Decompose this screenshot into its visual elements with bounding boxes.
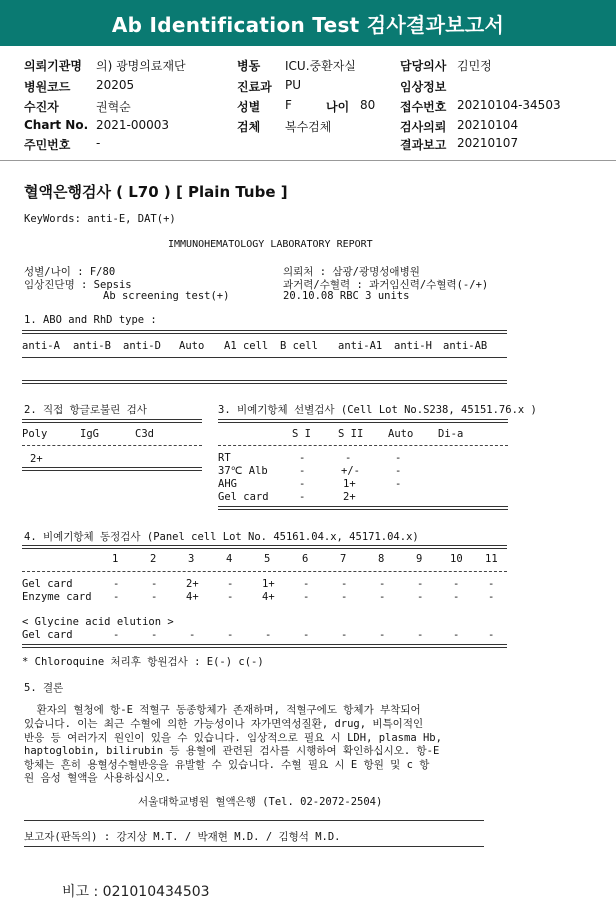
panel-row-label: Gel card bbox=[22, 578, 73, 590]
chloroquine-note: * Chloroquine 처리후 항원검사 : E(-) c(-) bbox=[22, 656, 264, 668]
panel-cell: 1+ bbox=[262, 578, 275, 590]
panel-cell: - bbox=[379, 591, 386, 603]
keywords: KeyWords: anti-E, DAT(+) bbox=[24, 213, 176, 225]
rule bbox=[22, 644, 507, 648]
panel-col: 9 bbox=[416, 553, 423, 565]
screen-cell: 2+ bbox=[343, 491, 356, 503]
rule bbox=[22, 357, 507, 358]
abo-col: B cell bbox=[280, 340, 318, 352]
dat-title: 2. 직접 항글로불린 검사 bbox=[24, 404, 147, 416]
sexage-line: 성별/나이 : F/80 bbox=[24, 266, 116, 278]
panel-col: 11 bbox=[485, 553, 498, 565]
glycine-cell: - bbox=[227, 629, 234, 641]
panel-cell: - bbox=[227, 591, 234, 603]
age-value: 80 bbox=[360, 98, 376, 112]
panel-cell: - bbox=[303, 578, 310, 590]
report-date-label: 결과보고 bbox=[400, 138, 447, 152]
identification-title: 4. 비예기항체 동정검사 (Panel cell Lot No. 45161.04.x, 45171.04.x) bbox=[24, 531, 419, 543]
panel-col: 4 bbox=[226, 553, 233, 565]
abo-col: anti-A bbox=[22, 340, 60, 352]
screen-row-label: RT bbox=[218, 452, 231, 464]
report-date-value: 20210107 bbox=[457, 136, 519, 150]
conclusion-line: 항체는 흔히 용혈성수혈반응을 유발할 수 있습니다. 수혈 필요 시 E 항원 및 c 항 bbox=[24, 759, 430, 771]
rule bbox=[22, 330, 507, 334]
panel-cell: 4+ bbox=[262, 591, 275, 603]
conclusion-line: 반응 등 여러가지 원인이 있을 수 있습니다. 임상적으로 필요 시 LDH, plasma Hb, bbox=[24, 732, 442, 744]
request-label: 검사의뢰 bbox=[400, 120, 447, 134]
conclusion-line: 원 음성 혈액을 사용하십시오. bbox=[24, 772, 172, 784]
panel-cell: - bbox=[488, 578, 495, 590]
rule bbox=[22, 545, 507, 549]
screen-cell: - bbox=[345, 452, 352, 464]
doctor-value: 김민정 bbox=[457, 59, 492, 73]
screen-cell: - bbox=[299, 465, 306, 477]
conclusion-line: haptoglobin, bilirubin 등 용혈에 관련된 검사를 시행하여 확인하십시오. 항-E bbox=[24, 745, 440, 757]
panel-cell: - bbox=[151, 578, 158, 590]
dat-col: IgG bbox=[80, 428, 99, 440]
panel-cell: - bbox=[488, 591, 495, 603]
panel-cell: - bbox=[417, 578, 424, 590]
glycine-cell: - bbox=[189, 629, 196, 641]
panel-col: 1 bbox=[112, 553, 119, 565]
panel-col: 2 bbox=[150, 553, 157, 565]
panel-cell: - bbox=[453, 578, 460, 590]
diagnosis-line: 임상진단명 : Sepsis bbox=[24, 279, 132, 291]
panel-cell: - bbox=[227, 578, 234, 590]
screen-col: Auto bbox=[388, 428, 414, 440]
hospital-label: 의뢰기관명 bbox=[24, 59, 82, 73]
age-label: 나이 bbox=[326, 100, 350, 114]
rule bbox=[22, 380, 507, 384]
panel-cell: - bbox=[341, 591, 348, 603]
screen-row-label: 37℃ Alb bbox=[218, 465, 268, 477]
screen-cell: - bbox=[395, 452, 402, 464]
receipt-label: 접수번호 bbox=[400, 100, 447, 114]
report-title: Ab Identification Test 검사결과보고서 bbox=[111, 12, 505, 37]
code-value: 20205 bbox=[96, 78, 135, 92]
panel-cell: 2+ bbox=[186, 578, 199, 590]
panel-col: 3 bbox=[188, 553, 195, 565]
panel-cell: - bbox=[417, 591, 424, 603]
patient-label: 수진자 bbox=[24, 100, 59, 114]
receipt-value: 20210104-34503 bbox=[457, 98, 561, 112]
dept-value: PU bbox=[285, 78, 302, 92]
abo-col: Auto bbox=[179, 340, 205, 352]
screen-cell: - bbox=[395, 478, 402, 490]
abo-title: 1. ABO and RhD type : bbox=[24, 314, 157, 326]
glycine-row-label: Gel card bbox=[22, 629, 73, 641]
section-title: 혈액은행검사 ( L70 ) [ Plain Tube ] bbox=[24, 183, 288, 201]
glycine-cell: - bbox=[113, 629, 120, 641]
panel-col: 10 bbox=[450, 553, 463, 565]
rule bbox=[218, 506, 508, 510]
screening-title: 3. 비예기항체 선별검사 (Cell Lot No.S238, 45151.76.x ) bbox=[218, 404, 537, 416]
patient-value: 권혁순 bbox=[96, 100, 131, 114]
panel-cell: - bbox=[341, 578, 348, 590]
panel-cell: 4+ bbox=[186, 591, 199, 603]
panel-col: 8 bbox=[378, 553, 385, 565]
screen-cell: - bbox=[299, 478, 306, 490]
glycine-cell: - bbox=[417, 629, 424, 641]
screen-col: S II bbox=[338, 428, 364, 440]
diagnosis-line-2: Ab screening test(+) bbox=[103, 290, 230, 302]
chart-value: 2021-00003 bbox=[96, 118, 170, 132]
rule bbox=[24, 820, 484, 821]
reporter-line: 보고자(판독의) : 강지상 M.T. / 박재현 M.D. / 김형석 M.D. bbox=[24, 831, 341, 843]
sex-label: 성별 bbox=[237, 100, 261, 114]
divider bbox=[0, 160, 616, 161]
panel-cell: - bbox=[113, 591, 120, 603]
code-label: 병원코드 bbox=[24, 80, 71, 94]
panel-cell: - bbox=[151, 591, 158, 603]
screen-row-label: Gel card bbox=[218, 491, 269, 503]
dat-value: 2+ bbox=[30, 453, 43, 465]
glycine-cell: - bbox=[453, 629, 460, 641]
sex-value: F bbox=[285, 98, 292, 112]
screen-cell: 1+ bbox=[343, 478, 356, 490]
lab-title: IMMUNOHEMATOLOGY LABORATORY REPORT bbox=[168, 239, 373, 250]
institution-line: 서울대학교병원 혈액은행 (Tel. 02-2072-2504) bbox=[138, 796, 383, 808]
panel-cell: - bbox=[379, 578, 386, 590]
ward-value: ICU.중환자실 bbox=[285, 59, 356, 73]
conclusion-title: 5. 결론 bbox=[24, 682, 64, 694]
referrer-line: 의뢰처 : 삼광/광명성애병원 bbox=[283, 266, 420, 278]
screen-cell: +/- bbox=[341, 465, 360, 477]
glycine-cell: - bbox=[341, 629, 348, 641]
abo-col: anti-A1 bbox=[338, 340, 383, 352]
abo-col: anti-H bbox=[394, 340, 432, 352]
conclusion-line: 있습니다. 이는 최근 수혈에 의한 가능성이나 자가면역성질환, drug, 비특이적인 bbox=[24, 718, 424, 730]
glycine-cell: - bbox=[265, 629, 272, 641]
panel-cell: - bbox=[453, 591, 460, 603]
screen-row-label: AHG bbox=[218, 478, 237, 490]
glycine-cell: - bbox=[379, 629, 386, 641]
glycine-cell: - bbox=[151, 629, 158, 641]
dept-label: 진료과 bbox=[237, 80, 272, 94]
abo-col: anti-AB bbox=[443, 340, 488, 352]
panel-col: 5 bbox=[264, 553, 271, 565]
footer-note: 비고 : 021010434503 bbox=[62, 884, 210, 900]
report-header bbox=[0, 0, 616, 46]
rule bbox=[22, 571, 507, 572]
hospital-value: 의) 광명의료재단 bbox=[96, 59, 186, 73]
rrn-value: - bbox=[96, 136, 101, 150]
history-line-2: 20.10.08 RBC 3 units bbox=[283, 290, 410, 302]
rule bbox=[22, 419, 202, 423]
rrn-label: 주민번호 bbox=[24, 138, 71, 152]
abo-col: anti-D bbox=[123, 340, 161, 352]
request-value: 20210104 bbox=[457, 118, 519, 132]
specimen-label: 검체 bbox=[237, 120, 261, 134]
panel-col: 7 bbox=[340, 553, 347, 565]
abo-col: A1 cell bbox=[224, 340, 269, 352]
specimen-value: 복수검체 bbox=[285, 120, 332, 134]
conclusion-line: 환자의 혈청에 항-E 적혈구 동종항체가 존재하며, 적혈구에도 항체가 부착되어 bbox=[24, 704, 421, 716]
rule bbox=[22, 467, 202, 471]
abo-col: anti-B bbox=[73, 340, 111, 352]
doctor-label: 담당의사 bbox=[400, 59, 447, 73]
screen-cell: - bbox=[299, 452, 306, 464]
dat-col: C3d bbox=[135, 428, 154, 440]
screen-cell: - bbox=[395, 465, 402, 477]
screen-col: Di-a bbox=[438, 428, 464, 440]
glycine-cell: - bbox=[488, 629, 495, 641]
dat-col: Poly bbox=[22, 428, 48, 440]
history-line: 과거력/수혈력 : 과거임신력/수혈력(-/+) bbox=[283, 279, 489, 291]
clinical-label: 임상정보 bbox=[400, 80, 447, 94]
rule bbox=[218, 445, 508, 446]
screen-col: S I bbox=[292, 428, 311, 440]
panel-col: 6 bbox=[302, 553, 309, 565]
glycine-title: < Glycine acid elution > bbox=[22, 616, 174, 628]
panel-cell: - bbox=[113, 578, 120, 590]
rule bbox=[218, 419, 508, 423]
ward-label: 병동 bbox=[237, 59, 261, 73]
rule bbox=[22, 445, 202, 446]
panel-cell: - bbox=[303, 591, 310, 603]
chart-label: Chart No. bbox=[24, 118, 89, 132]
rule bbox=[24, 846, 484, 847]
screen-cell: - bbox=[299, 491, 306, 503]
glycine-cell: - bbox=[303, 629, 310, 641]
panel-row-label: Enzyme card bbox=[22, 591, 92, 603]
